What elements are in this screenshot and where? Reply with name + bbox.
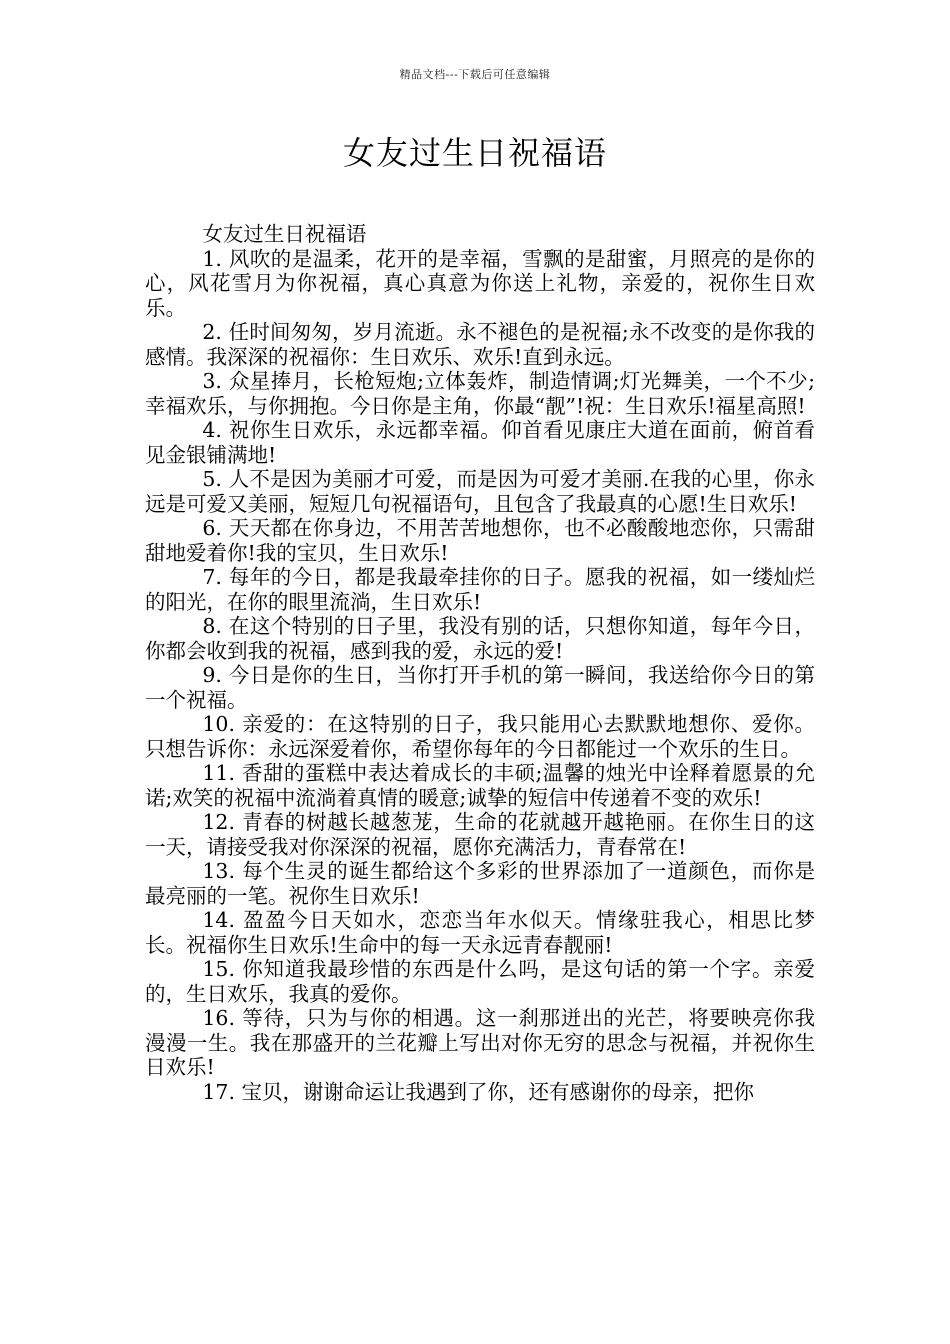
paragraph: 11. 香甜的蛋糕中表达着成长的丰硕;温馨的烛光中诠释着愿景的允诺;欢笑的祝福中流淌着真情的暖意;诚挚的短信中传递着不变的欢乐! <box>145 761 815 810</box>
paragraph: 17. 宝贝，谢谢命运让我遇到了你，还有感谢你的母亲，把你 <box>202 1079 755 1104</box>
document-body <box>145 222 815 1104</box>
paragraph: 8. 在这个特别的日子里，我没有别的话，只想你知道，每年今日，你都会收到我的祝福，感到我的爱，永远的爱! <box>145 614 815 663</box>
paragraph: 16. 等待，只为与你的相遇。这一刹那迸出的光芒，将要映亮你我漫漫一生。我在那盛开的兰花瓣上写出对你无穷的思念与祝福，并祝你生日欢乐! <box>145 1006 815 1079</box>
paragraph: 3. 众星捧月，长枪短炮;立体轰炸，制造情调;灯光舞美，一个不少;幸福欢乐，与你拥抱。今日你是主角，你最“靓”!祝：生日欢乐!福星高照! <box>145 369 815 418</box>
paragraph: 14. 盈盈今日天如水，恋恋当年水似天。情缘驻我心，相思比梦长。祝福你生日欢乐!生命中的每一天永远青春靓丽! <box>145 908 815 957</box>
paragraph: 13. 每个生灵的诞生都给这个多彩的世界添加了一道颜色，而你是最亮丽的一笔。祝你生日欢乐! <box>145 859 815 908</box>
paragraph: 15. 你知道我最珍惜的东西是什么吗，是这句话的第一个字。亲爱的，生日欢乐，我真的爱你。 <box>145 957 815 1006</box>
paragraph: 5. 人不是因为美丽才可爱，而是因为可爱才美丽.在我的心里，你永远是可爱又美丽，短短几句祝福语句，且包含了我最真的心愿!生日欢乐! <box>145 467 815 516</box>
paragraph: 4. 祝你生日欢乐，永远都幸福。仰首看见康庄大道在面前，俯首看见金银铺满地! <box>145 418 815 467</box>
paragraph: 7. 每年的今日，都是我最牵挂你的日子。愿我的祝福，如一缕灿烂的阳光，在你的眼里流淌，生日欢乐! <box>145 565 815 614</box>
document-title: 女友过生日祝福语 <box>342 134 607 172</box>
section-heading: 女友过生日祝福语 <box>202 222 367 246</box>
paragraph: 1. 风吹的是温柔，花开的是幸福，雪飘的是甜蜜，月照亮的是你的心，风花雪月为你祝福，真心真意为你送上礼物，亲爱的，祝你生日欢乐。 <box>145 246 815 320</box>
paragraph: 2. 任时间匆匆，岁月流逝。永不褪色的是祝福;永不改变的是你我的感情。我深深的祝福你：生日欢乐、欢乐!直到永远。 <box>145 320 815 369</box>
paragraph: 9. 今日是你的生日，当你打开手机的第一瞬间，我送给你今日的第一个祝福。 <box>145 663 815 712</box>
paragraph: 12. 青春的树越长越葱茏，生命的花就越开越艳丽。在你生日的这一天，请接受我对你深深的祝福，愿你充满活力，青春常在! <box>145 810 815 859</box>
paragraph: 6. 天天都在你身边，不用苦苦地想你，也不必酸酸地恋你，只需甜甜地爱着你!我的宝贝，生日欢乐! <box>145 516 815 565</box>
header-note: 精品文档---下载后可任意编辑 <box>399 68 551 81</box>
paragraph: 10. 亲爱的：在这特别的日子，我只能用心去默默地想你、爱你。只想告诉你：永远深爱着你，希望你每年的今日都能过一个欢乐的生日。 <box>145 712 815 761</box>
